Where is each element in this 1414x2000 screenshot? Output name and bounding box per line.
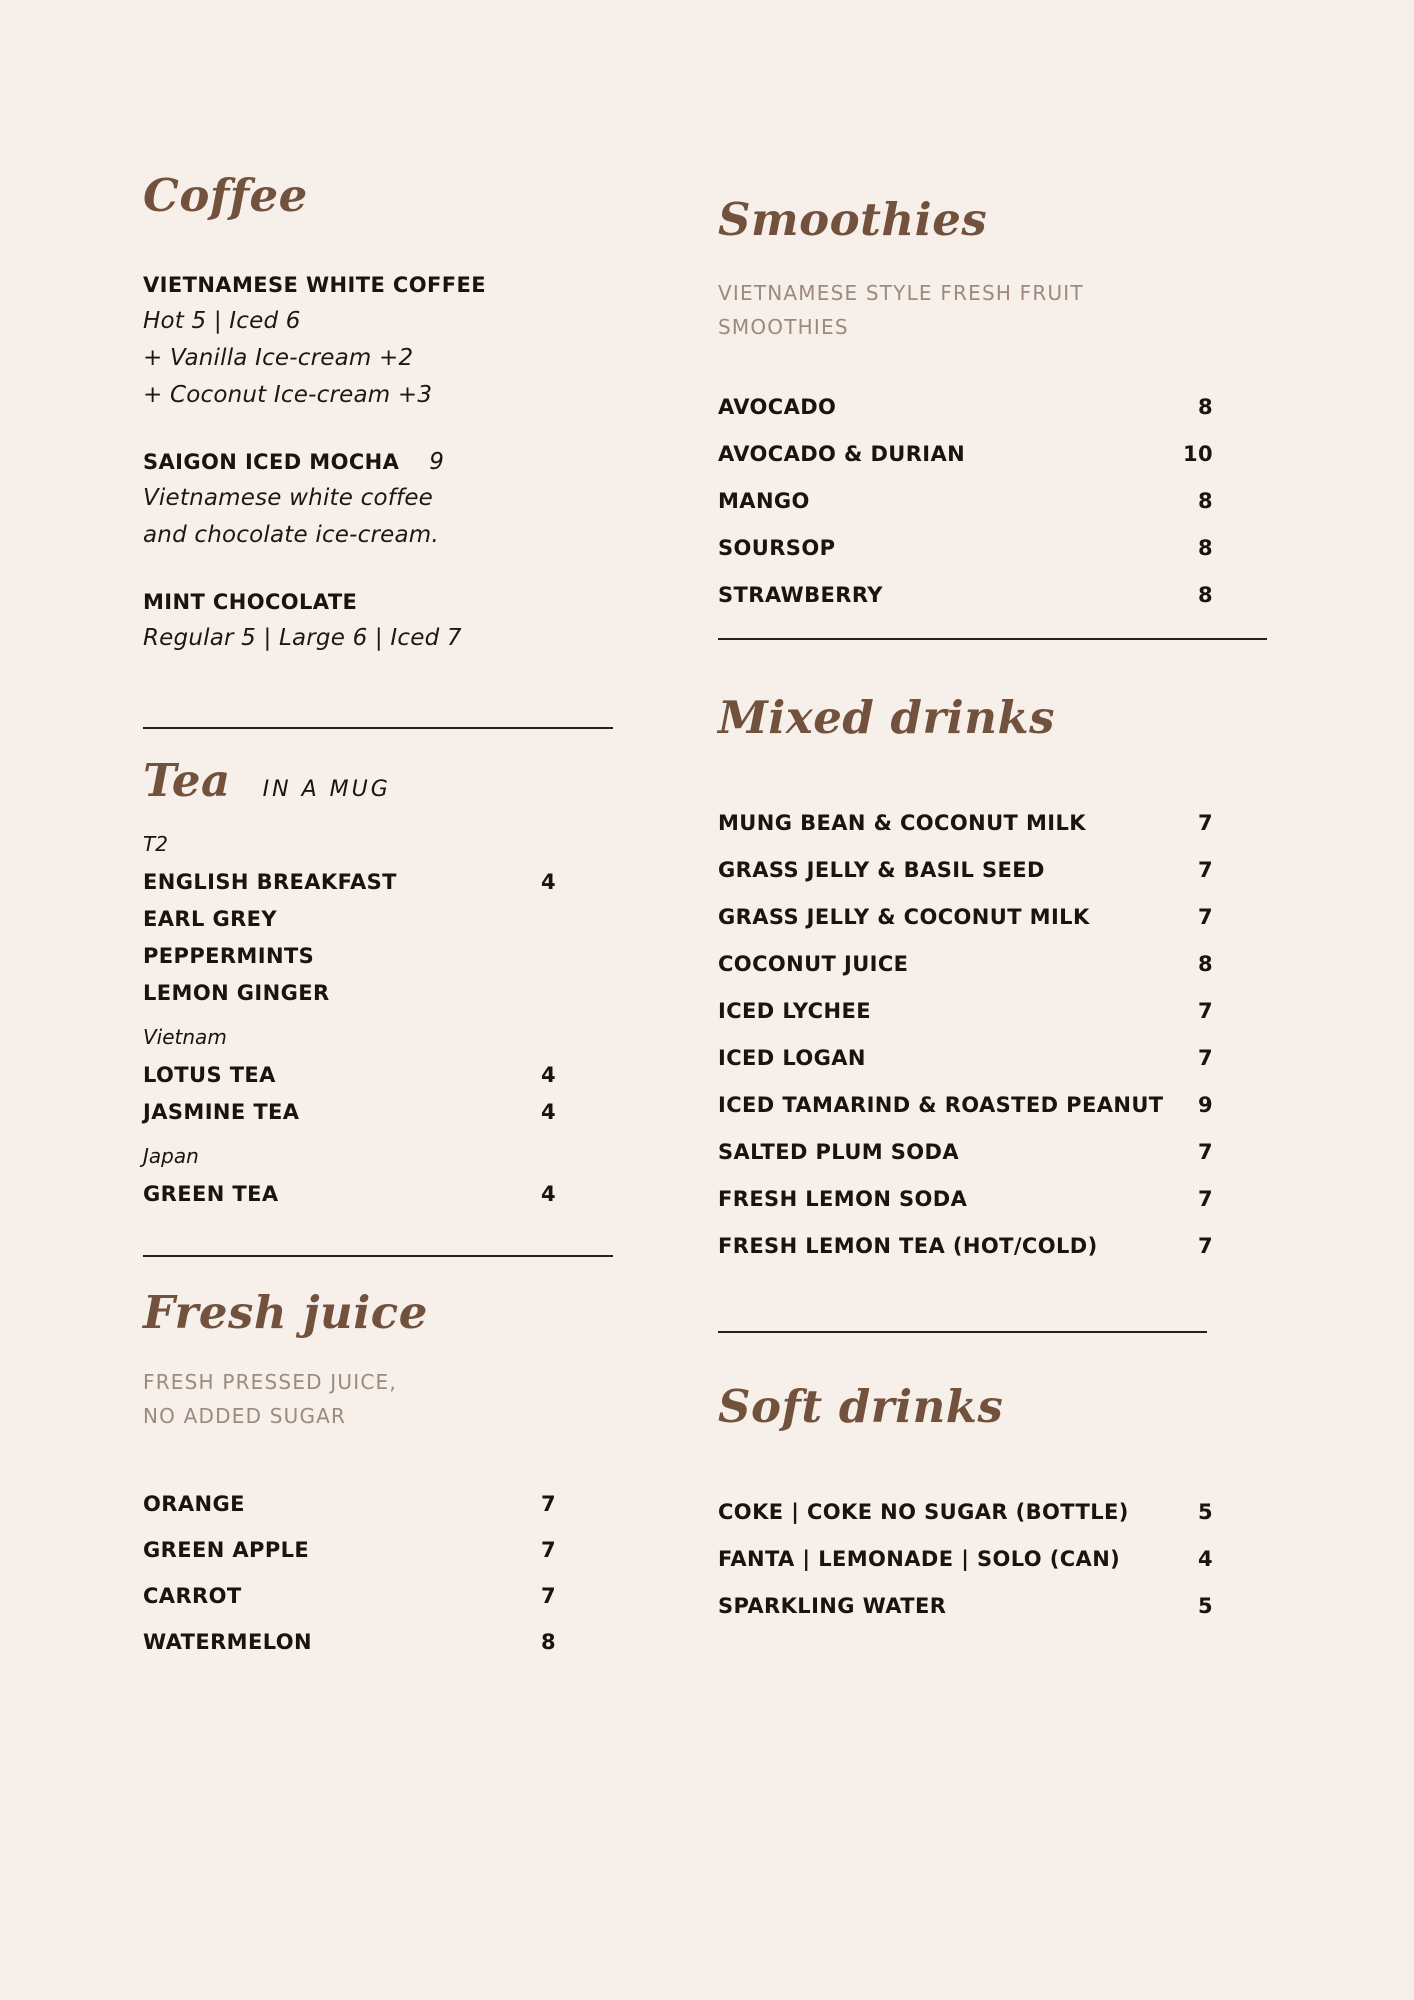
item-description-line: and chocolate ice-cream. xyxy=(143,522,439,548)
item-price: 4 xyxy=(540,1063,556,1087)
section-title-mixed-drinks: Mixed drinks xyxy=(718,691,1055,744)
menu-item-row xyxy=(143,1060,556,1090)
item-price: 10 xyxy=(1182,442,1213,466)
item-name: FANTA | LEMONADE | SOLO (CAN) xyxy=(718,1547,1121,1571)
menu-item-row xyxy=(143,1489,556,1519)
item-price: 7 xyxy=(1197,1234,1213,1258)
menu-item-row xyxy=(718,855,1213,885)
item-price: 8 xyxy=(1197,395,1213,419)
item-name-row xyxy=(143,587,613,617)
item-price: 7 xyxy=(1197,999,1213,1023)
item-price: 7 xyxy=(1197,1140,1213,1164)
menu-item-row xyxy=(718,580,1213,610)
item-price: 8 xyxy=(1197,583,1213,607)
item-name: JASMINE TEA xyxy=(143,1100,300,1124)
item-price: 7 xyxy=(540,1538,556,1562)
item-price: 8 xyxy=(1197,952,1213,976)
item-name: STRAWBERRY xyxy=(718,583,883,607)
item-price: 9 xyxy=(429,449,444,475)
menu-item-row xyxy=(718,1137,1213,1167)
item-price: 7 xyxy=(1197,858,1213,882)
item-price: 7 xyxy=(540,1492,556,1516)
menu-item-row xyxy=(718,1184,1213,1214)
item-name: GRASS JELLY & COCONUT MILK xyxy=(718,905,1090,929)
item-name: COKE | COKE NO SUGAR (BOTTLE) xyxy=(718,1500,1129,1524)
menu-item-row xyxy=(718,1043,1213,1073)
item-price: 7 xyxy=(1197,1046,1213,1070)
menu-item-row xyxy=(143,904,556,934)
item-name: SAIGON ICED MOCHA xyxy=(143,450,400,474)
item-price: 5 xyxy=(1197,1594,1213,1618)
menu-item-row xyxy=(718,1231,1213,1261)
fresh-juice-subtitle xyxy=(143,1365,613,1433)
item-description-line: Regular 5 | Large 6 | Iced 7 xyxy=(143,625,462,651)
item-price: 4 xyxy=(540,1100,556,1124)
subtitle-line: FRESH PRESSED JUICE, xyxy=(143,1370,397,1394)
item-name: LOTUS TEA xyxy=(143,1063,276,1087)
menu-item-row xyxy=(718,486,1213,516)
section-title-coffee: Coffee xyxy=(143,169,308,222)
item-price: 4 xyxy=(540,1182,556,1206)
item-price: 8 xyxy=(1197,536,1213,560)
menu-item-row xyxy=(143,1097,556,1127)
item-name: ORANGE xyxy=(143,1492,245,1516)
menu-item-vietnamese-white-coffee xyxy=(143,270,613,414)
item-description-line: Hot 5 | Iced 6 xyxy=(143,308,301,334)
menu-item-row xyxy=(143,1627,556,1657)
item-name: ICED LYCHEE xyxy=(718,999,871,1023)
item-name: AVOCADO & DURIAN xyxy=(718,442,966,466)
item-price: 7 xyxy=(540,1584,556,1608)
menu-item-row xyxy=(143,1535,556,1565)
tea-heading-row xyxy=(143,753,613,809)
item-description-line: + Vanilla Ice-cream +2 xyxy=(143,345,414,371)
item-price: 4 xyxy=(540,870,556,894)
item-name: FRESH LEMON TEA (HOT/COLD) xyxy=(718,1234,1098,1258)
menu-item-row xyxy=(718,1544,1213,1574)
tea-subtitle: IN A MUG xyxy=(262,777,391,802)
tea-group-label-vietnam: Vietnam xyxy=(143,1025,227,1049)
mixed-drinks-list xyxy=(718,808,1267,1261)
smoothies-list xyxy=(718,392,1267,610)
section-title-fresh-juice: Fresh juice xyxy=(143,1286,428,1339)
item-name: GREEN APPLE xyxy=(143,1538,310,1562)
item-name: COCONUT JUICE xyxy=(718,952,909,976)
item-name: SALTED PLUM SODA xyxy=(718,1140,960,1164)
item-name: GREEN TEA xyxy=(143,1182,279,1206)
item-price: 5 xyxy=(1197,1500,1213,1524)
item-name: ICED TAMARIND & ROASTED PEANUT xyxy=(718,1093,1164,1117)
item-name: GRASS JELLY & BASIL SEED xyxy=(718,858,1045,882)
item-name: CARROT xyxy=(143,1584,242,1608)
section-title-smoothies: Smoothies xyxy=(718,193,988,246)
menu-item-mint-chocolate xyxy=(143,587,613,657)
menu-item-row xyxy=(143,867,556,897)
menu-item-row xyxy=(143,1581,556,1611)
item-name: WATERMELON xyxy=(143,1630,312,1654)
item-name: EARL GREY xyxy=(143,907,278,931)
item-name-row xyxy=(143,447,613,477)
item-price: 4 xyxy=(1197,1547,1213,1571)
menu-item-row xyxy=(143,1179,556,1209)
menu-item-row xyxy=(718,949,1213,979)
item-name: MINT CHOCOLATE xyxy=(143,590,358,614)
menu-item-row xyxy=(718,902,1213,932)
item-price: 7 xyxy=(1197,811,1213,835)
menu-item-row xyxy=(718,996,1213,1026)
item-name: LEMON GINGER xyxy=(143,981,330,1005)
menu-item-row xyxy=(718,439,1213,469)
section-title-soft-drinks: Soft drinks xyxy=(718,1380,1004,1433)
item-name: FRESH LEMON SODA xyxy=(718,1187,968,1211)
menu-item-row xyxy=(718,808,1213,838)
item-price: 7 xyxy=(1197,905,1213,929)
item-name: MUNG BEAN & COCONUT MILK xyxy=(718,811,1086,835)
item-name: ICED LOGAN xyxy=(718,1046,866,1070)
tea-group-label-japan: Japan xyxy=(143,1144,199,1168)
menu-item-row xyxy=(143,978,556,1008)
item-name: PEPPERMINTS xyxy=(143,944,315,968)
section-divider xyxy=(143,727,613,729)
item-name: VIETNAMESE WHITE COFFEE xyxy=(143,273,486,297)
subtitle-line: SMOOTHIES xyxy=(718,315,849,339)
menu-item-row xyxy=(718,1591,1213,1621)
tea-group-label-t2: T2 xyxy=(143,832,168,856)
smoothies-subtitle xyxy=(718,276,1267,344)
fresh-juice-list xyxy=(143,1489,613,1657)
menu-item-row xyxy=(718,1497,1213,1527)
menu-item-row xyxy=(718,533,1213,563)
item-price: 8 xyxy=(540,1630,556,1654)
section-title-tea: Tea xyxy=(143,754,231,807)
item-price: 8 xyxy=(1197,489,1213,513)
section-divider xyxy=(143,1255,613,1257)
subtitle-line: NO ADDED SUGAR xyxy=(143,1404,347,1428)
item-name: SOURSOP xyxy=(718,536,836,560)
menu-item-row xyxy=(143,941,556,971)
item-description-line: + Coconut Ice-cream +3 xyxy=(143,382,433,408)
item-name-row xyxy=(143,270,613,300)
menu-item-row xyxy=(718,1090,1213,1120)
left-column xyxy=(143,168,613,1673)
item-description-line: Vietnamese white coffee xyxy=(143,485,434,511)
item-name: MANGO xyxy=(718,489,810,513)
menu-item-row xyxy=(718,392,1213,422)
section-divider xyxy=(718,638,1267,640)
item-name: AVOCADO xyxy=(718,395,837,419)
right-column xyxy=(718,192,1267,1638)
item-name: ENGLISH BREAKFAST xyxy=(143,870,397,894)
item-price: 7 xyxy=(1197,1187,1213,1211)
item-price: 9 xyxy=(1197,1093,1213,1117)
soft-drinks-list xyxy=(718,1497,1267,1621)
item-name: SPARKLING WATER xyxy=(718,1594,947,1618)
subtitle-line: VIETNAMESE STYLE FRESH FRUIT xyxy=(718,281,1084,305)
menu-item-saigon-iced-mocha xyxy=(143,447,613,554)
section-divider xyxy=(718,1331,1207,1333)
